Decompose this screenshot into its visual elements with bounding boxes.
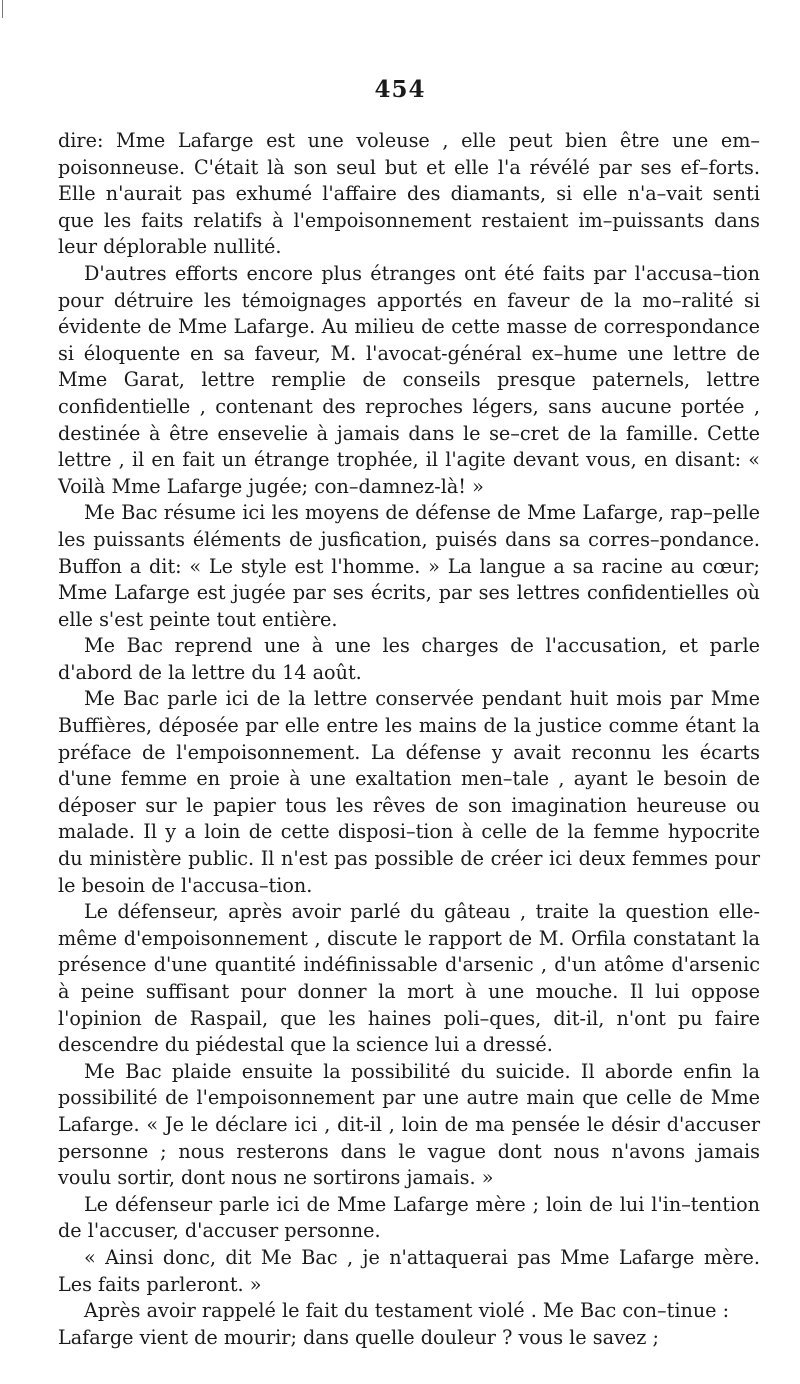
page-body-text (58, 128, 760, 1351)
paragraph-3: Me Bac résume ici les moyens de défense de Mme Lafarge, rap–pelle les puissants éléments de jusfication, puisés dans sa corres–pondance. Buffon a dit: « Le style est l'homme. » La langue a sa racine au cœur; Mme Lafarge est jugée par ses écrits, par ses lettres confidentielles où elle s'est peinte tout entière. (58, 501, 760, 631)
paragraph-9: « Ainsi donc, dit Me Bac , je n'attaquerai pas Mme Lafarge mère. Les faits parleront. » (58, 1245, 760, 1296)
paragraph-11: Lafarge vient de mourir; dans quelle douleur ? vous le savez ; (58, 1325, 659, 1349)
page-number: 454 (374, 76, 426, 103)
paragraph-5: Me Bac parle ici de la lettre conservée pendant huit mois par Mme Buffières, déposée par elle entre les mains de la justice comme étant la préface de l'empoisonnement. La défense y avait reconnu les écarts d'une femme en proie à une exaltation men–tale , ayant le besoin de déposer sur le papier tous les rêves de son imagination heureuse ou malade. Il y a loin de cette disposi–tion à celle de la femme hypocrite du ministère public. Il n'est pas possible de créer ici deux femmes pour le besoin de l'accusa–tion. (58, 687, 760, 897)
paragraph-6: Le défenseur, après avoir parlé du gâteau , traite la question elle-même d'empoisonnement , discute le rapport de M. Orfila constatant la présence d'une quantité indéfinissable d'arsenic , d'un atôme d'arsenic à peine suffisant pour donner la mort à une mouche. Il lui oppose l'opinion de Raspail, que les haines poli–ques, dit-il, n'ont pu faire descendre du piédestal que la science lui a dressé. (58, 900, 760, 1057)
paragraph-2: D'autres efforts encore plus étranges ont été faits par l'accusa–tion pour détruire les témoignages apportés en faveur de la mo–ralité si évidente de Mme Lafarge. Au milieu de cette masse de correspondance si éloquente en sa faveur, M. l'avocat-général ex–hume une lettre de Mme Garat, lettre remplie de conseils presque paternels, lettre confidentielle , contenant des reproches légers, sans aucune portée , destinée à être ensevelie à jamais dans le se–cret de la famille. Cette lettre , il en fait un étrange trophée, il l'agite devant vous, en disant: « Voilà Mme Lafarge jugée; con–damnez-là! » (58, 261, 760, 498)
paragraph-8: Le défenseur parle ici de Mme Lafarge mère ; loin de lui l'in–tention de l'accuser, d'accuser personne. (58, 1192, 760, 1243)
paragraph-1: dire: Mme Lafarge est une voleuse , elle peut bien être une em–poisonneuse. C'était là son seul but et elle l'a révélé par ses ef–forts. Elle n'aurait pas exhumé l'affaire des diamants, si elle n'a–vait senti que les faits relatifs à l'empoisonnement restaient im–puissants dans leur déplorable nullité. (58, 129, 760, 259)
paragraph-10: Après avoir rappelé le fait du testament violé . Me Bac con–tinue : (84, 1299, 730, 1323)
page-edge-mark (2, 0, 7, 18)
paragraph-7: Me Bac plaide ensuite la possibilité du suicide. Il aborde enfin la possibilité de l'empoisonnement par une autre main que celle de Mme Lafarge. « Je le déclare ici , dit-il , loin de ma pensée le désir d'accuser personne ; nous resterons dans le vague dont nous n'avons jamais voulu sortir, dont nous ne sortirons jamais. » (58, 1059, 760, 1190)
paragraph-4: Me Bac reprend une à une les charges de l'accusation, et parle d'abord de la lettre du 14 août. (58, 634, 760, 684)
